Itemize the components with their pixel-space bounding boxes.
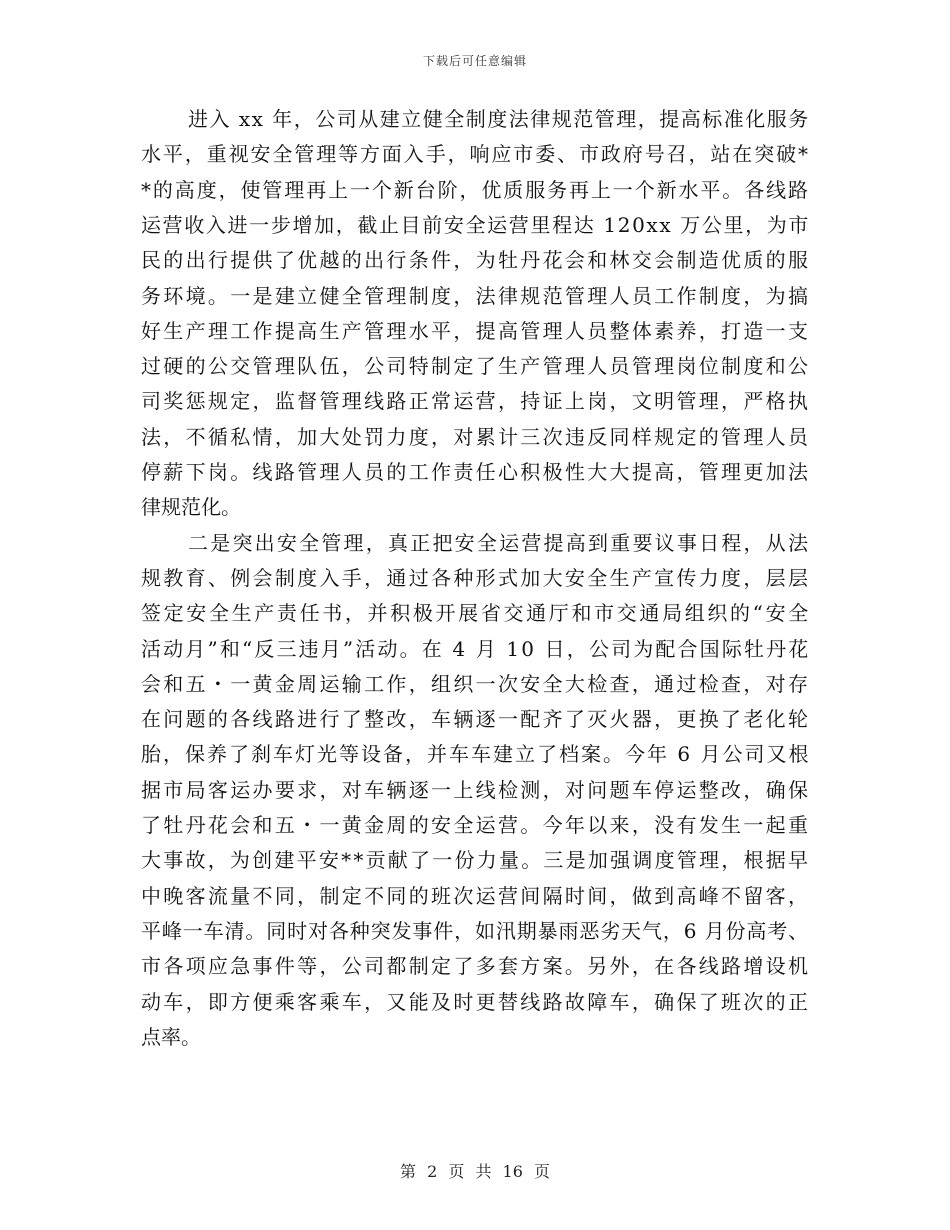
paragraph-line: 司奖惩规定，监督管理线路正常运营，持证上岗，文明管理，严格执 xyxy=(141,389,811,414)
paragraph-line: 平峰一车清。同时对各种突发事件，如汛期暴雨恶劣天气，6 月份高考、 xyxy=(141,918,809,943)
paragraph-line: 律规范化。 xyxy=(141,495,241,520)
header-note: 下载后可任意编辑 xyxy=(422,54,527,68)
paragraph-line: 活动月”和“反三违月”活动。在 4 月 10 日，公司为配合国际牡丹花 xyxy=(141,636,811,661)
paragraph-line: 胎，保养了刹车灯光等设备，并车车建立了档案。今年 6 月公司又根 xyxy=(141,742,811,767)
paragraph-line: 进入 xx 年，公司从建立健全制度法律规范管理，提高标准化服务 xyxy=(188,107,810,131)
paragraph-line: 点率。 xyxy=(141,1024,201,1049)
paragraph-line: 签定安全生产责任书，并积极开展省交通厅和市交通局组织的“安全 xyxy=(141,601,811,626)
paragraph-line: 据市局客运办要求，对车辆逐一上线检测，对问题车停运整改，确保 xyxy=(141,777,811,802)
paragraph-line: 水平，重视安全管理等方面入手，响应市委、市政府号召，站在突破* xyxy=(141,142,810,167)
paragraph-line: 中晚客流量不同，制定不同的班次运营间隔时间，做到高峰不留客， xyxy=(141,883,811,908)
paragraph-line: 停薪下岗。线路管理人员的工作责任心积极性大大提高，管理更加法 xyxy=(141,460,811,484)
paragraph-line: 了牡丹花会和五・一黄金周的安全运营。今年以来，没有发生一起重 xyxy=(141,813,811,837)
paragraph-line: 在问题的各线路进行了整改，车辆逐一配齐了灭火器，更换了老化轮 xyxy=(141,707,811,732)
paragraph-line: *的高度，使管理再上一个新台阶，优质服务再上一个新水平。各线路 xyxy=(141,177,810,202)
paragraph-line: 规教育、例会制度入手，通过各种形式加大安全生产宣传力度，层层 xyxy=(141,565,811,590)
paragraph-line: 会和五・一黄金周运输工作，组织一次安全大检查，通过检查，对存 xyxy=(141,671,811,696)
paragraph-line: 市各项应急事件等，公司都制定了多套方案。另外，在各线路增设机 xyxy=(141,954,811,979)
page-footer: 第 2 页 共 16 页 xyxy=(400,1162,550,1181)
paragraph-line: 务环境。一是建立健全管理制度，法律规范管理人员工作制度，为搞 xyxy=(141,283,811,308)
paragraph-line: 过硬的公交管理队伍，公司特制定了生产管理人员管理岗位制度和公 xyxy=(141,354,811,379)
paragraph-line: 法，不循私情，加大处罚力度，对累计三次违反同样规定的管理人员 xyxy=(141,424,811,449)
paragraph-line: 二是突出安全管理，真正把安全运营提高到重要议事日程，从法 xyxy=(188,530,811,555)
paragraph-line: 民的出行提供了优越的出行条件，为牡丹花会和林交会制造优质的服 xyxy=(141,248,811,273)
paragraph-line: 好生产理工作提高生产管理水平，提高管理人员整体素养，打造一支 xyxy=(141,318,811,343)
paragraph-line: 运营收入进一步增加，截止目前安全运营里程达 120xx 万公里，为市 xyxy=(141,212,811,237)
paragraph-line: 大事故，为创建平安**贡献了一份力量。三是加强调度管理，根据早 xyxy=(141,848,811,873)
paragraph-line: 动车，即方便乘客乘车，又能及时更替线路故障车，确保了班次的正 xyxy=(141,989,811,1014)
